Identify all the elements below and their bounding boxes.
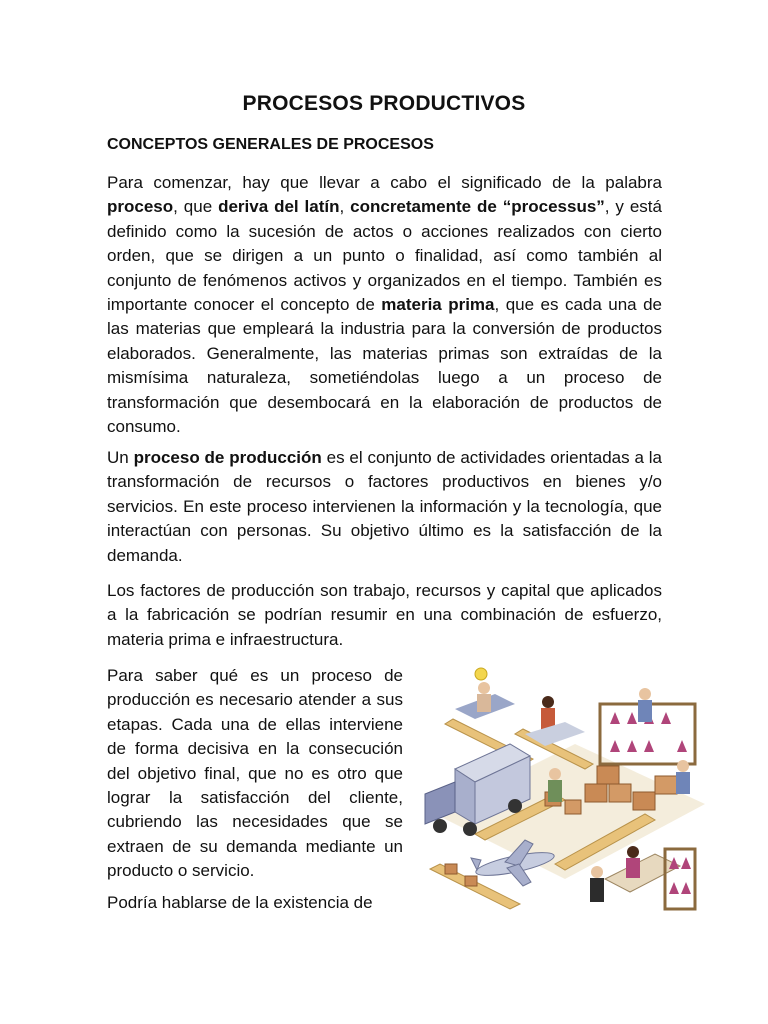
text-run: Un — [107, 448, 134, 467]
text-run: , — [339, 197, 351, 217]
person-head-icon — [677, 760, 689, 772]
bold-term-proceso-de-produccion: proceso de producción — [133, 448, 322, 467]
bold-term-latin: deriva del latín — [218, 197, 340, 217]
bold-term-materia-prima: materia prima — [381, 295, 495, 315]
section-heading: CONCEPTOS GENERALES DE PROCESOS — [107, 136, 434, 153]
paragraph-production-factors: Los factores de producción son trabajo, recursos y capital que aplicados a la fabricación se podrían resumir en una combinación de esfuerzo, materia prima e infraestructura. — [107, 581, 662, 649]
text-run: es el conjunto de actividades orientadas a la transformación de recursos o factores productivos en bienes y/o servicios. En este proceso intervienen la información y la tecnología, que interactúan con personas. Su objetivo último es la satisfacción de la demanda. — [107, 448, 662, 565]
document-title: PROCESOS PRODUCTIVOS — [242, 92, 526, 115]
person-head-icon — [478, 682, 490, 694]
text-run: Para comenzar, hay que llevar a cabo el significado de la palabra — [107, 173, 662, 192]
person-icon — [548, 780, 562, 802]
lightbulb-icon — [475, 668, 487, 680]
text-run: , que — [173, 197, 219, 217]
paragraph-continuation: Podría hablarse de la existencia de — [107, 893, 373, 912]
person-icon — [638, 700, 652, 722]
text-run: , y está definido como la sucesión de actos o acciones realizados con cierto orden, que se dirigen a un punto o finalidad, así como también al conjunto de fenómenos activos y organizados en el tiempo. También es importante conocer el concepto de — [107, 197, 662, 315]
product-items-icon — [669, 857, 691, 894]
paragraph-stages: Para saber qué es un proceso de producción es necesario atender a sus etapas. Cada una de ellas interviene de forma decisiva en la consecución del objetivo final, que no es otro que lograr la satisfacción del cliente, cubriendo las necesidades que se extraen de su demanda mediante un producto o servicio. — [107, 666, 403, 881]
person-head-icon — [627, 846, 639, 858]
person-head-icon — [542, 696, 554, 708]
person-head-icon — [549, 768, 561, 780]
person-head-icon — [639, 688, 651, 700]
person-icon — [590, 878, 604, 902]
person-icon — [676, 772, 690, 794]
box-icon — [465, 876, 477, 886]
paragraph-process-definition — [107, 171, 662, 439]
text-run: , que es cada una de las materias que empleará la industria para la conversión de productos elaborados. Generalmente, las materias primas son extraídas de la mismísima naturaleza, sometiéndolas luego a un proceso de transformación que desembocará en la elaboración de productos de consumo. — [107, 295, 663, 437]
production-process-illustration — [415, 664, 715, 924]
bold-term-processus: concretamente de “processus” — [350, 197, 605, 217]
counter-icon — [605, 854, 680, 892]
person-head-icon — [591, 866, 603, 878]
shelf-icon — [665, 849, 695, 909]
person-icon — [477, 694, 491, 712]
bold-term-proceso: proceso — [107, 197, 174, 217]
paragraph-production-process — [107, 446, 662, 568]
person-icon — [626, 858, 640, 878]
box-icon — [445, 864, 457, 874]
